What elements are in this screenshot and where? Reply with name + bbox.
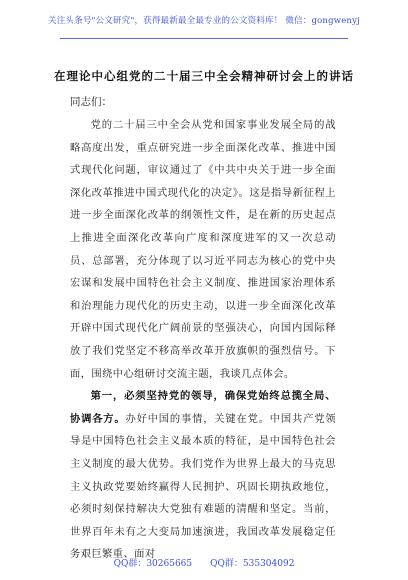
qq-group-link-1[interactable]: QQ群：30265665: [113, 559, 193, 569]
salutation: 同志们：: [70, 96, 112, 108]
paragraph-2: [70, 385, 336, 566]
paragraph-2-text: 办好中国的事情，关键在党。中国共产党领导是中国特色社会主义最本质的特征，是中国特色社会主义制度的最大优势。我们党作为世界上最大的马克思主义执政党要始终赢得人民拥护、巩固长期执政地位，必须时刻保持解决大党独有难题的清醒和坚定。当前，世界百年未有之大变局加速演进，我国改革发展稳定任务艰巨繁重、面对: [70, 412, 336, 561]
document-title: 在理论中心组党的二十届三中全会精神研讨会上的讲话: [54, 69, 354, 83]
paragraph-2-heading: 第一，必须坚持党的领导，确保党始终总揽全局、协调各方。: [70, 390, 336, 425]
paragraph-1: 党的二十届三中全会从党和国家事业发展全局的战略高度出发，重点研究进一步全面深化改革、推进中国式现代化问题，审议通过了《中共中央关于进一步全面深化改革推进中国式现代化的决定》。这是指导新征程上进一步全面深化改革的纲领性文件，是在新的历史起点上推进全面深化改革向广度和深度进军的又一次总动员、总部署，充分体现了以习近平同志为核心的党中央宏谋和发展中国特色社会主义制度、推进国家治理体系和治理能力现代化的历史主动，以进一步全面深化改革开辟中国式现代化广阔前景的坚强决心，向国内国际释放了我们党坚定不移高举改革开放旗帜的强烈信号。下面，围绕中心组研讨交流主题，我谈几点体会。: [70, 119, 336, 380]
qq-group-link-2[interactable]: QQ群：535304092: [210, 559, 295, 569]
header-divider: [60, 38, 348, 39]
footer: [0, 556, 408, 569]
document-body: [70, 114, 336, 566]
header-banner: 关注头条号"公文研究"，获得最新最全最专业的公文资料库！ 微信：gongwenyj: [48, 16, 360, 26]
